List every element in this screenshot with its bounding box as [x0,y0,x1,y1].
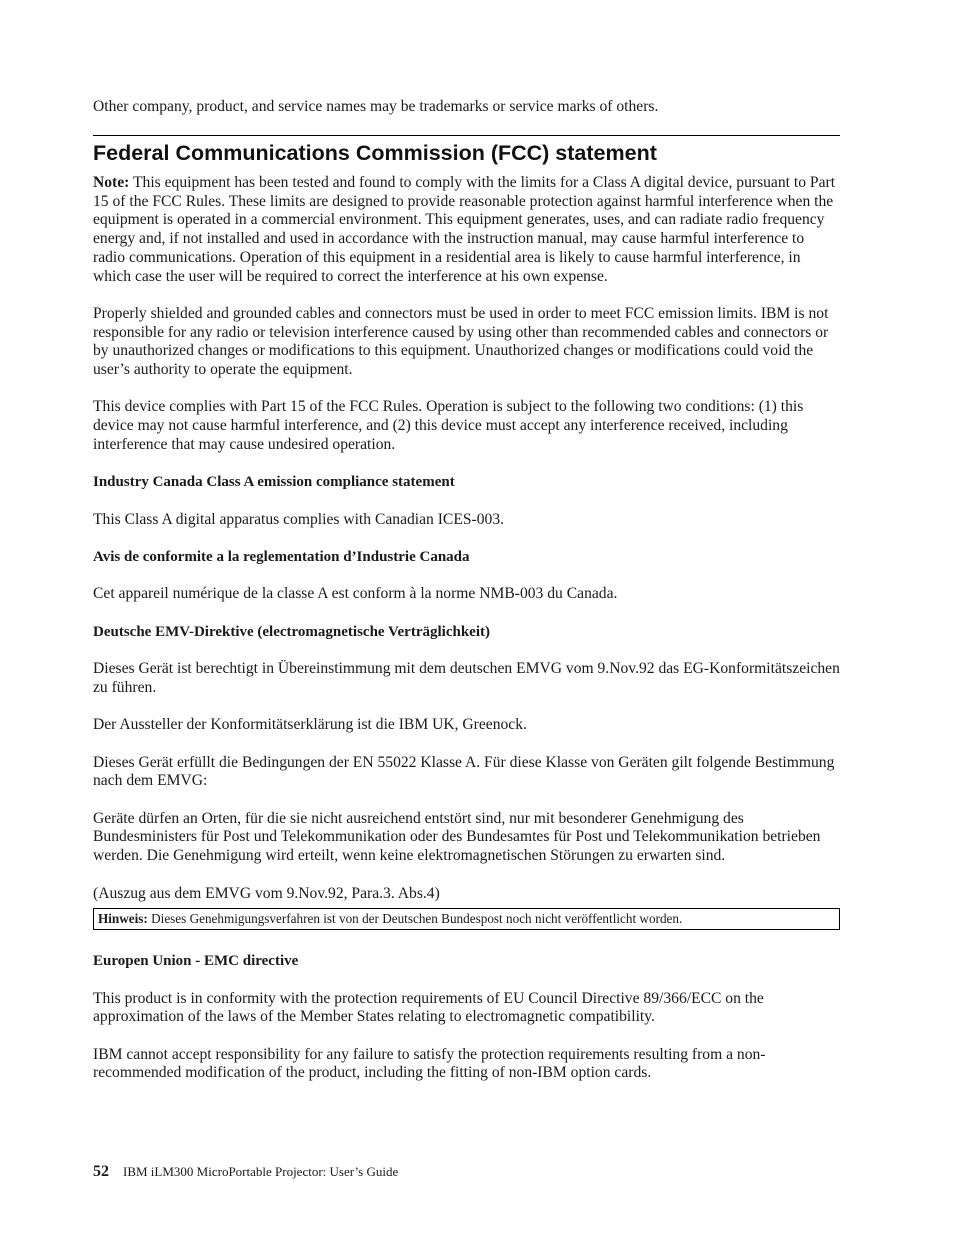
deutsche-paragraph-2: Der Aussteller der Konformitätserklärung ist die IBM UK, Greenock. [93,716,527,734]
deutsche-paragraph-1: Dieses Gerät ist berechtigt in Übereinstimmung mit dem deutschen EMVG vom 9.Nov.92 das EG-Konformitätszeichen zu führen. [93,660,840,696]
deutsche-paragraph-3: Dieses Gerät erfüllt die Bedingungen der EN 55022 Klasse A. Für diese Klasse von Geräten gilt folgende Bestimmung nach dem EMVG: [93,753,835,790]
fcc-section-heading: Federal Communications Commission (FCC) statement [93,141,657,165]
section-divider [93,135,840,136]
industry-canada-text: This Class A digital apparatus complies with Canadian ICES-003. [93,510,505,528]
fcc-compliance-paragraph: This device complies with Part 15 of the FCC Rules. Operation is subject to the following two conditions: (1) this device may not cause harmful interference, and (2) this device must accept any interference received, including interference that may cause undesired operation. [93,398,804,453]
page-number: 52 [93,1163,109,1180]
hinweis-label: Hinweis: [98,911,148,927]
section-body [93,174,840,1102]
eu-emc-heading: Europen Union - EMC directive [93,953,299,970]
deutsche-paragraph-4: Geräte dürfen an Orten, für die sie nicht ausreichend entstört sind, nur mit besonderer Genehmigung des Bundesministers für Post und Telekommunikation oder des Bundesamtes für Post und Telekommunikation betrieben werden. Die Genehmigung wird erteilt, wenn keine elektromagnetischen Störungen zu erwarten sind. [93,809,821,865]
page-footer [93,1163,840,1181]
avis-canada-text: Cet appareil numérique de la classe A est conform à la norme NMB-003 du Canada. [93,585,618,603]
fcc-cables-paragraph: Properly shielded and grounded cables and connectors must be used in order to meet FCC emission limits. IBM is not responsible for any radio or television interference caused by using other than recommended cables and connectors or by unauthorized changes or modifications to this equipment. Unauthorized changes or modifications could void the user’s authority to operate the equipment. [93,304,829,379]
hinweis-box [93,908,840,930]
note-text: This equipment has been tested and found to comply with the limits for a Class A digital device, pursuant to Part 15 of the FCC Rules. These limits are designed to provide reasonable protection against harmful interference when the equipment is operated in a commercial environment. This equipment generates, uses, and can radiate radio frequency energy and, if not installed and used in accordance with the instruction manual, may cause harmful interference to radio communications. Operation of this equipment in a residential area is likely to cause harmful interference, in which case the user will be required to correct the interference at his own expense. [93,174,836,285]
book-title: IBM iLM300 MicroPortable Projector: User’s Guide [123,1164,399,1179]
hinweis-text: Dieses Genehmigungsverfahren ist von der Deutschen Bundespost noch nicht veröffentlicht worden. [151,911,683,927]
deutsche-emv-heading: Deutsche EMV-Direktive (electromagnetische Verträglichkeit) [93,623,490,640]
trademark-notice: Other company, product, and service names may be trademarks or service marks of others. [93,98,659,115]
deutsche-paragraph-5: (Auszug aus dem EMVG vom 9.Nov.92, Para.3. Abs.4) [93,884,440,902]
industry-canada-heading: Industry Canada Class A emission compliance statement [93,474,455,491]
fcc-note-paragraph [93,174,840,286]
eu-paragraph-2: IBM cannot accept responsibility for any failure to satisfy the protection requirements resulting from a non-recommended modification of the product, including the fitting of non-IBM option cards. [93,1045,766,1082]
note-label: Note: [93,174,130,191]
eu-paragraph-1: This product is in conformity with the protection requirements of EU Council Directive 89/366/ECC on the approximation of the laws of the Member States relating to electromagnetic compatibility. [93,989,764,1026]
avis-canada-heading: Avis de conformite a la reglementation d’Industrie Canada [93,548,470,565]
